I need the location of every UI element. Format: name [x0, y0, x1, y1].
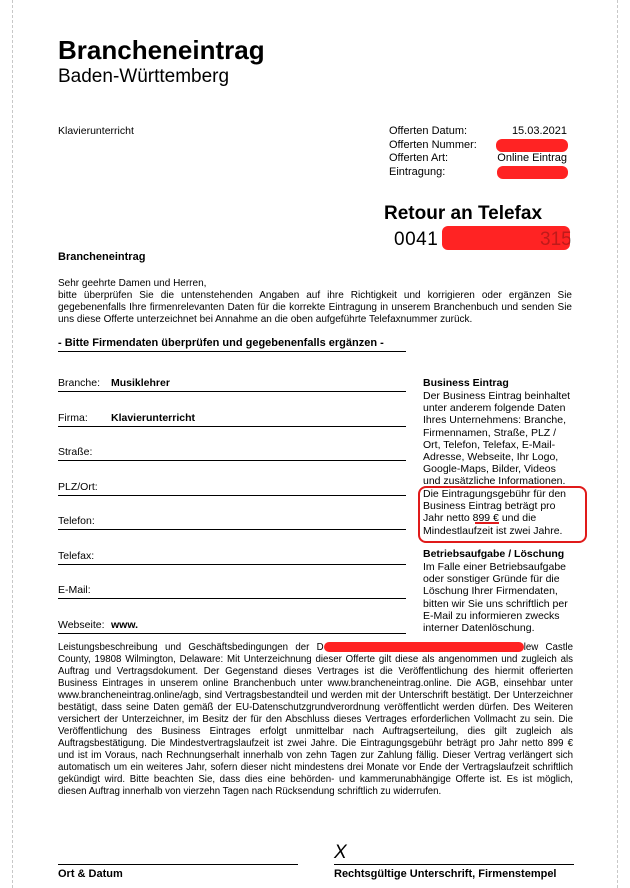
terms-part-1: Leistungsbeschreibung und Geschäftsbedingungen der D: [58, 642, 324, 653]
check-heading-underline: [58, 351, 406, 352]
fee-text-before: Die Eintragungsgebühr für den Business Eintrag beträgt pro Jahr netto: [423, 488, 567, 525]
document-region: Baden-Württemberg: [58, 66, 230, 87]
plz-label: PLZ/Ort:: [58, 481, 98, 493]
webseite-line: [58, 633, 406, 634]
fee-highlight-box: [418, 486, 587, 543]
branche-value[interactable]: Musiklehrer: [111, 377, 170, 389]
signature-label: Rechtsgültige Unterschrift, Firmenstempel: [334, 868, 557, 880]
email-line: [58, 598, 406, 599]
terms-part-2: lew Castle County, 19808 Wilmington, Delaware: Mit Unterzeichnung dieser Offerte gilt diese als angenommen und zugleich als Auftrag und Vertragsdokument. Der Gegenstand dieses Vertrages ist die Veröffentlichung des hiermit offerierten Business Eintrages in unserem online Branchenbuch unter www.brancheneintrag.online. Die AGB, einsehbar unter www.brancheneintrag.online/agb, sind Vertragsbestandteil und werden mit der Unterschrift bestätigt. Der Unterzeichner bestätigt, dass seine Daten gemäß der EU-Datenschutzgrundverordnung veröffentlicht werden dürfen. Des Weiteren versichert der Unterzeichner, im Besitz der für den Abschluss dieses Vertrages erforderlichen Vollmacht zu sein. Die Veröffentlichung des Business Eintrages erfolgt unmittelbar nach Auftragserteilung, dies gilt zugleich als Auftragsbestätigung. Die Mindestvertragslaufzeit ist zwei Jahre. Die Eintragungsgebühr beträgt pro Jahr netto 899 € und ist im Voraus, nach Rechnungserhalt innerhalb von zehn Tagen zur Zahlung fällig. Dieser Vertrag verlängert sich automatisch um ein weiteres Jahr, sofern dieser nicht mindestens drei Monate vor Ende der Vertragslaufzeit schriftlich gekündigt wird. Bitte beachten Sie, dass dies eine behörden- und kammerunabhängige Offerte ist. Es ist möglich, diesen Auftrag innerhalb von vierzehn Tagen nach Rücksendung schriftlich zu widerrufen.: [58, 642, 573, 797]
intro-text: [58, 278, 572, 326]
branche-line: [58, 391, 406, 392]
firma-line: [58, 426, 406, 427]
closure-text: Im Falle einer Betriebsaufgabe oder sonstiger Gründe für die Löschung Ihrer Firmendaten, bitten wir Sie uns schriftlich per E-Mail zu informieren zwecks interner Datenlöschung.: [423, 561, 568, 635]
offer-type-label: Offerten Art:: [389, 152, 449, 164]
telefon-label: Telefon:: [58, 515, 95, 527]
offer-entry-label: Eintragung:: [389, 166, 446, 178]
webseite-label: Webseite:: [58, 619, 105, 631]
business-entry-heading: Business Eintrag: [423, 377, 509, 389]
branche-label: Branche:: [58, 377, 101, 389]
firma-value[interactable]: Klavierunterricht: [111, 412, 196, 424]
fee-amount: 899 €: [472, 512, 499, 525]
page-right-edge: [617, 0, 618, 888]
telefon-line: [58, 529, 406, 530]
strasse-line: [58, 460, 406, 461]
offer-number-label: Offerten Nummer:: [389, 139, 477, 151]
email-label: E-Mail:: [58, 584, 91, 596]
section-title: Brancheneintrag: [58, 251, 146, 263]
fee-text-after: und die Mindestlaufzeit ist zwei Jahre.: [423, 512, 563, 537]
document-title: Brancheneintrag: [58, 35, 265, 65]
offer-date-label: Offerten Datum:: [389, 125, 468, 137]
business-entry-text: Der Business Eintrag beinhaltet unter anderem folgende Daten Ihres Unternehmens: Branche, Firmennamen, Straße, PLZ / Ort, Telefon, Telefax, E-Mail-Adresse, Webseite, Ihr Logo, Google-Maps, Bilder, Videos und zusätzliche Informationen.: [423, 390, 571, 488]
firma-label: Firma:: [58, 412, 88, 424]
signature-line: [334, 864, 574, 865]
place-date-label: Ort & Datum: [58, 868, 123, 880]
check-heading: - Bitte Firmendaten überprüfen und gegebenenfalls ergänzen -: [58, 337, 384, 349]
telefax-line: [58, 564, 406, 565]
plz-line: [58, 495, 406, 496]
offer-date-value: 15.03.2021: [511, 125, 567, 137]
fax-prefix: 0041: [394, 229, 439, 250]
webseite-value[interactable]: www.: [111, 619, 139, 631]
fax-suffix: 315: [540, 229, 572, 250]
offer-entry-redaction: [497, 166, 568, 179]
signature-mark: X: [334, 842, 347, 863]
retour-heading: Retour an Telefax: [384, 203, 543, 224]
company-name-left: Klavierunterricht: [58, 125, 134, 137]
page-left-edge: [12, 0, 13, 888]
fee-amount-underline: [475, 522, 499, 524]
intro-greeting: Sehr geehrte Damen und Herren,: [58, 278, 207, 289]
terms-company-redaction: [324, 642, 524, 652]
strasse-label: Straße:: [58, 446, 93, 458]
place-date-line: [58, 864, 298, 865]
closure-heading: Betriebsaufgabe / Löschung: [423, 548, 565, 560]
telefax-label: Telefax:: [58, 550, 95, 562]
terms-text: [58, 642, 573, 798]
offer-number-redaction: [496, 139, 568, 152]
offer-type-value: Online Eintrag: [497, 152, 567, 164]
intro-body: bitte überprüfen Sie die untenstehenden Angaben auf ihre Richtigkeit und korrigieren oder ergänzen Sie gegebenenfalls Ihre firmenrelevanten Daten für die korrekte Eintragung in unserem Branchenbuch und senden Sie uns diese Offerte unterzeichnet bei Annahme an die oben aufgeführte Telefaxnummer zurück.: [58, 290, 572, 325]
